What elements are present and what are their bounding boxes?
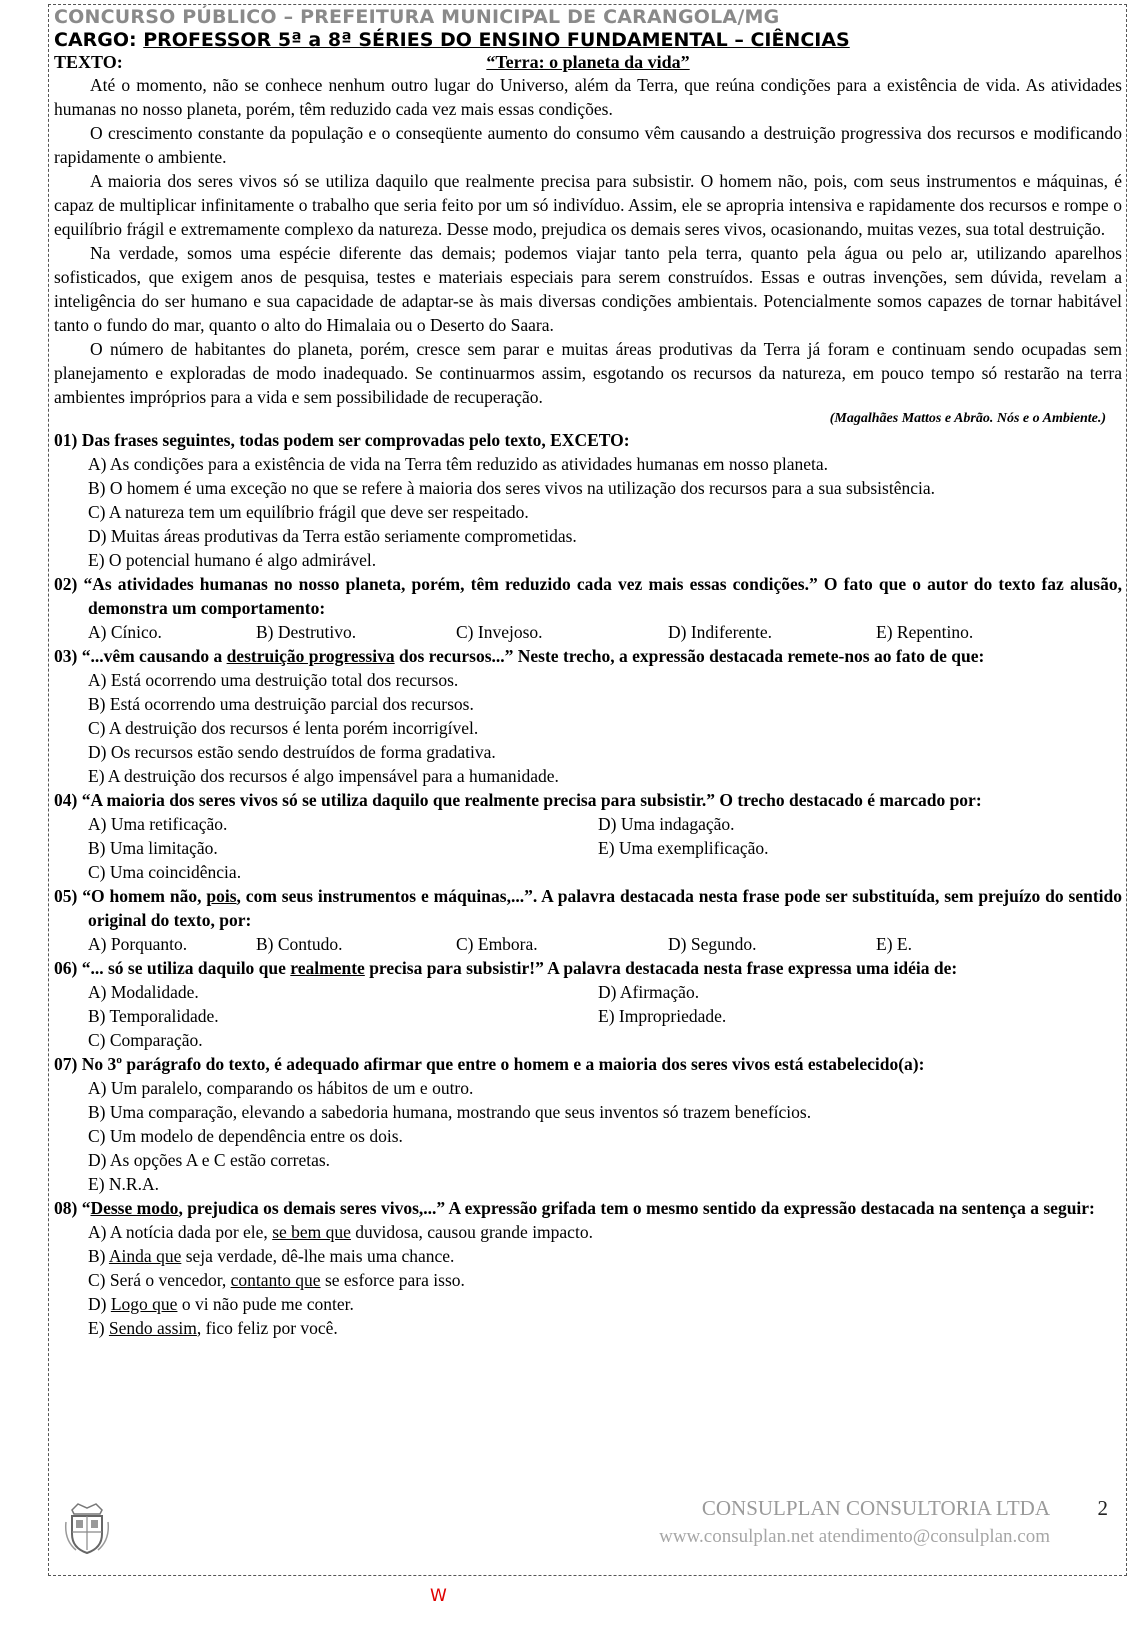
q06-options-row-1 (54, 980, 1122, 1004)
q04-options-row-1 (54, 812, 1122, 836)
question-06-stem: 06) “... só se utiliza daquilo que realmente precisa para subsistir!” A palavra destacada nesta frase expressa uma idéia de: (54, 958, 958, 978)
q08-highlight: Desse modo (90, 1198, 179, 1218)
q03-option-b: B) Está ocorrendo uma destruição parcial dos recursos. (88, 694, 474, 714)
q05-option-e: E) E. (876, 934, 912, 954)
question-02-stem: 02) “As atividades humanas no nosso planeta, porém, têm reduzido cada vez mais essas condições.” O fato que o autor do texto faz alusão, demonstra um comportamento: (54, 574, 1122, 618)
q02-options (54, 620, 1122, 644)
q02-option-d: D) Indiferente. (668, 622, 772, 642)
q03-option-e: E) A destruição dos recursos é algo impensável para a humanidade. (88, 766, 559, 786)
bottom-mark: W (430, 1586, 447, 1606)
q01-option-c: C) A natureza tem um equilíbrio frágil que deve ser respeitado. (88, 502, 529, 522)
q02-option-e: E) Repentino. (876, 622, 974, 642)
q02-option-b: B) Destrutivo. (256, 622, 357, 642)
text-label: TEXTO: (54, 52, 123, 72)
cargo-label: CARGO: (54, 29, 137, 51)
q01-option-d: D) Muitas áreas produtivas da Terra estão seriamente comprometidas. (88, 526, 577, 546)
q01-option-b: B) O homem é uma exceção no que se refere à maioria dos seres vivos na utilização dos recursos para a sua subsistência. (88, 478, 935, 498)
q01-option-a: A) As condições para a existência de vida na Terra têm reduzido as atividades humanas em nosso planeta. (88, 454, 828, 474)
q04-option-c: C) Uma coincidência. (88, 862, 242, 882)
q07-option-b: B) Uma comparação, elevando a sabedoria humana, mostrando que seus inventos só trazem benefícios. (88, 1102, 812, 1122)
q03-option-c: C) A destruição dos recursos é lenta porém incorrigível. (88, 718, 479, 738)
q02-option-a: A) Cínico. (88, 622, 162, 642)
cargo-value: PROFESSOR 5ª a 8ª SÉRIES DO ENSINO FUNDAMENTAL – CIÊNCIAS (143, 29, 850, 51)
q04-option-e: E) Uma exemplificação. (598, 838, 769, 858)
paragraph-2: O crescimento constante da população e o conseqüente aumento do consumo vêm causando a destruição progressiva dos recursos e modificando rapidamente o ambiente. (54, 123, 1122, 167)
q03-highlight: destruição progressiva (226, 646, 395, 666)
cargo-line (54, 29, 1122, 51)
q07-option-a: A) Um paralelo, comparando os hábitos de um e outro. (88, 1078, 474, 1098)
q05-options (54, 932, 1122, 956)
q08-option-a: A) A notícia dada por ele, se bem que duvidosa, causou grande impacto. (88, 1222, 593, 1242)
q07-option-d: D) As opções A e C estão corretas. (88, 1150, 331, 1170)
q04-option-b: B) Uma limitação. (88, 838, 218, 858)
q06-options-row-2 (54, 1004, 1122, 1028)
q04-option-a: A) Uma retificação. (88, 814, 228, 834)
q04-option-d: D) Uma indagação. (598, 814, 735, 834)
q08-option-c: C) Será o vencedor, contanto que se esforce para isso. (88, 1270, 465, 1290)
page-number: 2 (1097, 1496, 1108, 1520)
q06-option-c: C) Comparação. (88, 1030, 203, 1050)
q01-option-e: E) O potencial humano é algo admirável. (88, 550, 377, 570)
q08-option-b: B) Ainda que seja verdade, dê-lhe mais uma chance. (88, 1246, 455, 1266)
q05-option-b: B) Contudo. (256, 934, 343, 954)
question-07-stem: 07) No 3º parágrafo do texto, é adequado afirmar que entre o homem e a maioria dos seres vivos está estabelecido(a): (54, 1054, 925, 1074)
text-heading (54, 51, 1122, 73)
q03-option-d: D) Os recursos estão sendo destruídos de forma gradativa. (88, 742, 496, 762)
question-03-stem: 03) “...vêm causando a destruição progressiva dos recursos...” Neste trecho, a expressão destacada remete-nos ao fato de que: (54, 646, 985, 666)
q08-option-e: E) Sendo assim, fico feliz por você. (88, 1318, 338, 1338)
q05-option-a: A) Porquanto. (88, 934, 188, 954)
q04-options-row-2 (54, 836, 1122, 860)
q06-option-b: B) Temporalidade. (88, 1006, 219, 1026)
exam-title: CONCURSO PÚBLICO – PREFEITURA MUNICIPAL DE CARANGOLA/MG (54, 6, 780, 28)
paragraph-5: O número de habitantes do planeta, porém, cresce sem parar e muitas áreas produtivas da Terra já foram e continuam sendo ocupadas sem planejamento e exploradas de modo inadequado. Se continuarmos assim, esgotando os recursos da natureza, em pouco tempo só restarão na terra ambientes impróprios para a vida e sem possibilidade de recuperação. (54, 339, 1122, 407)
footer-brand: CONSULPLAN CONSULTORIA LTDA (701, 1496, 1050, 1520)
footer-contact: www.consulplan.net atendimento@consulplan.com (659, 1526, 1050, 1547)
page-footer (54, 1490, 1122, 1570)
q06-option-a: A) Modalidade. (88, 982, 199, 1002)
q07-option-c: C) Um modelo de dependência entre os dois. (88, 1126, 403, 1146)
municipal-seal-icon (62, 1500, 112, 1556)
paragraph-3: A maioria dos seres vivos só se utiliza daquilo que realmente precisa para subsistir. O homem não, pois, com seus instrumentos e máquinas, é capaz de multiplicar infinitamente o trabalho que seria feito por um só indivíduo. Assim, ele se apropria intensiva e rapidamente dos recursos e rompe o equilíbrio frágil e extremamente complexo da natureza. Desse modo, prejudica os demais seres vivos, ocasionando, muitas vezes, sua total destruição. (54, 171, 1122, 239)
paragraph-1: Até o momento, não se conhece nenhum outro lugar do Universo, além da Terra, que reúna condições para a existência de vida. As atividades humanas no nosso planeta, porém, têm reduzido cada vez mais essas condições. (54, 75, 1122, 119)
question-08-stem: 08) “Desse modo, prejudica os demais seres vivos,...” A expressão grifada tem o mesmo sentido da expressão destacada na sentença a seguir: (54, 1198, 1095, 1218)
q06-highlight: realmente (290, 958, 365, 978)
document-body (54, 6, 1122, 1340)
q08-option-d: D) Logo que o vi não pude me conter. (88, 1294, 354, 1314)
text-title: “Terra: o planeta da vida” (486, 52, 690, 72)
question-04-stem: 04) “A maioria dos seres vivos só se utiliza daquilo que realmente precisa para subsistir.” O trecho destacado é marcado por: (54, 790, 982, 810)
question-05-stem: 05) “O homem não, pois, com seus instrumentos e máquinas,...”. A palavra destacada nesta frase pode ser substituída, sem prejuízo do sentido original do texto, por: (54, 886, 1122, 930)
q03-option-a: A) Está ocorrendo uma destruição total dos recursos. (88, 670, 459, 690)
q07-option-e: E) N.R.A. (88, 1174, 159, 1194)
q05-option-d: D) Segundo. (668, 934, 757, 954)
paragraph-4: Na verdade, somos uma espécie diferente das demais; podemos viajar tanto pela terra, quanto pela água ou pelo ar, utilizando aparelhos sofisticados, que exigem anos de pesquisa, testes e materiais especiais para serem construídos. Essas e outras invenções, sem dúvida, revelam a inteligência do ser humano e sua capacidade de adaptar-se às mais diversas condições ambientais. Potencialmente somos capazes de tornar habitável tanto o fundo do mar, quanto o alto do Himalaia ou o Deserto do Saara. (54, 243, 1122, 335)
q06-option-d: D) Afirmação. (598, 982, 700, 1002)
text-source: (Magalhães Mattos e Abrão. Nós e o Ambiente.) (829, 411, 1106, 426)
question-01-stem: 01) Das frases seguintes, todas podem ser comprovadas pelo texto, EXCETO: (54, 430, 630, 450)
q06-option-e: E) Impropriedade. (598, 1006, 727, 1026)
q05-option-c: C) Embora. (456, 934, 538, 954)
q02-option-c: C) Invejoso. (456, 622, 543, 642)
q05-highlight: pois (206, 886, 237, 906)
